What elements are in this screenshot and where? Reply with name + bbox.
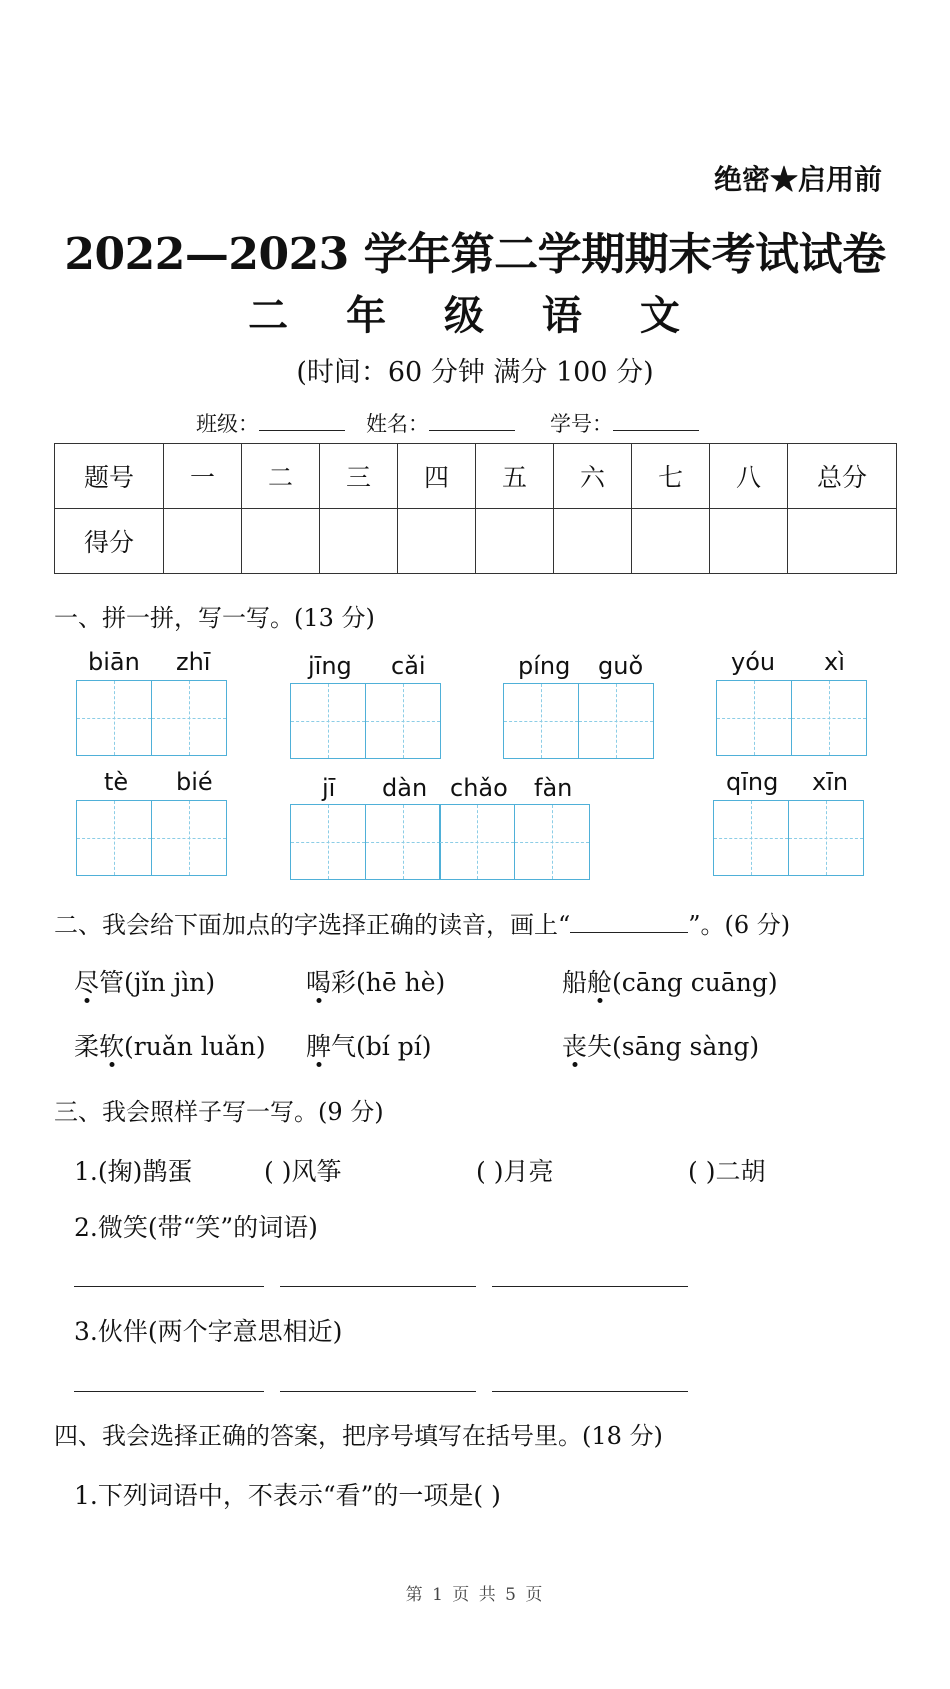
dotted-char: 尽: [74, 968, 100, 997]
score-cell[interactable]: [554, 509, 632, 574]
q3-prompt: 3.伙伴(两个字意思相近): [74, 1317, 343, 1346]
question-number-label: 题号: [55, 444, 164, 509]
writing-grid[interactable]: [716, 680, 865, 756]
score-table-score-row: [55, 509, 897, 574]
section3-title: 三、我会照样子写一写。(9 分): [54, 1098, 384, 1126]
tianzige-cell[interactable]: [503, 683, 579, 759]
col-5: 五: [476, 444, 554, 509]
tianzige-cell[interactable]: [713, 800, 789, 876]
exam-subtitle: 二 年 级 语 文: [248, 292, 702, 339]
score-table: [54, 443, 897, 574]
section2-title-a: 二、我会给下面加点的字选择正确的读音，画上“: [54, 911, 571, 939]
pinyin: bié: [176, 768, 213, 796]
pinyin: qīng: [726, 768, 779, 796]
class-blank[interactable]: [259, 410, 345, 431]
id-label: 学号：: [550, 412, 613, 436]
item-rest: 彩(hē hè): [331, 968, 446, 997]
score-cell[interactable]: [476, 509, 554, 574]
section4-title: 四、我会选择正确的答案，把序号填写在括号里。(18 分): [54, 1422, 663, 1450]
writing-grid[interactable]: [290, 804, 588, 880]
col-2: 二: [242, 444, 320, 509]
tianzige-cell[interactable]: [716, 680, 792, 756]
answer-line[interactable]: [74, 1286, 264, 1287]
pronunciation-item[interactable]: [562, 963, 778, 999]
pinyin: jī: [322, 774, 336, 802]
tianzige-cell[interactable]: [76, 800, 152, 876]
answer-line[interactable]: [280, 1286, 476, 1287]
tianzige-cell[interactable]: [791, 680, 867, 756]
tianzige-cell[interactable]: [290, 683, 366, 759]
item-rest: (ruǎn luǎn): [124, 1032, 266, 1061]
col-8: 八: [710, 444, 788, 509]
item-rest: 失(sāng sàng): [587, 1032, 760, 1061]
pinyin: biān: [88, 648, 140, 676]
tianzige-cell[interactable]: [151, 800, 227, 876]
pinyin: tè: [104, 768, 129, 796]
id-blank[interactable]: [613, 410, 699, 431]
writing-grid[interactable]: [290, 683, 439, 759]
name-blank[interactable]: [429, 410, 515, 431]
total-label: 总分: [788, 444, 897, 509]
tianzige-cell[interactable]: [151, 680, 227, 756]
col-4: 四: [398, 444, 476, 509]
writing-grid[interactable]: [76, 800, 225, 876]
tianzige-cell[interactable]: [365, 804, 441, 880]
answer-line[interactable]: [492, 1286, 688, 1287]
name-field: [366, 408, 515, 438]
time-info: (时间：60 分钟 满分 100 分): [296, 357, 654, 388]
pronunciation-item[interactable]: [562, 1027, 759, 1063]
writing-grid[interactable]: [713, 800, 862, 876]
score-label: 得分: [55, 509, 164, 574]
score-cell[interactable]: [320, 509, 398, 574]
page-footer: 第 1 页 共 5 页: [405, 1585, 545, 1605]
pronunciation-item[interactable]: [306, 1027, 431, 1063]
pinyin: fàn: [534, 774, 573, 802]
class-label: 班级：: [196, 412, 259, 436]
confidential-label: 绝密★启用前: [713, 163, 882, 196]
exam-title: 2022—2023 学年第二学期期末考试试卷: [64, 229, 886, 280]
dotted-char: 丧: [562, 1032, 588, 1061]
dotted-char: 喝: [306, 968, 332, 997]
pinyin: chǎo: [450, 774, 508, 802]
q1-item: 1.(掬)鹊蛋: [74, 1157, 193, 1186]
item-pre: 船: [562, 968, 588, 997]
pronunciation-item[interactable]: [306, 963, 445, 999]
writing-grid[interactable]: [503, 683, 652, 759]
score-cell[interactable]: [398, 509, 476, 574]
col-6: 六: [554, 444, 632, 509]
score-table-header-row: [55, 444, 897, 509]
dotted-char: 脾: [306, 1032, 332, 1061]
q1-blank[interactable]: ( )二胡: [688, 1157, 766, 1186]
col-7: 七: [632, 444, 710, 509]
tianzige-cell[interactable]: [578, 683, 654, 759]
section1-title: 一、拼一拼，写一写。(13 分): [54, 604, 375, 632]
score-cell[interactable]: [242, 509, 320, 574]
id-field: [550, 408, 699, 438]
tianzige-cell[interactable]: [76, 680, 152, 756]
q1-blank[interactable]: ( )月亮: [476, 1157, 554, 1186]
col-3: 三: [320, 444, 398, 509]
pinyin: dàn: [382, 774, 428, 802]
pinyin: xì: [824, 648, 845, 676]
tianzige-cell[interactable]: [290, 804, 366, 880]
name-label: 姓名：: [366, 412, 429, 436]
dotted-char: 软: [99, 1032, 125, 1061]
pinyin: xīn: [812, 768, 849, 796]
pronunciation-item[interactable]: [74, 1027, 266, 1063]
col-1: 一: [164, 444, 242, 509]
pinyin: zhī: [176, 648, 211, 676]
score-cell[interactable]: [164, 509, 242, 574]
item-rest: 管(jǐn jìn): [99, 968, 216, 997]
score-cell[interactable]: [710, 509, 788, 574]
score-cell[interactable]: [632, 509, 710, 574]
tianzige-cell[interactable]: [439, 804, 515, 880]
q1-blank[interactable]: ( )风筝: [264, 1157, 342, 1186]
section4-q1: 1.下列词语中，不表示“看”的一项是( ): [74, 1481, 501, 1510]
pinyin: guǒ: [598, 652, 644, 680]
answer-line[interactable]: [280, 1391, 476, 1392]
pronunciation-item[interactable]: [74, 963, 215, 999]
underline-sample: [570, 914, 688, 933]
writing-grid[interactable]: [76, 680, 225, 756]
section2-title-b: ”。(6 分): [688, 911, 791, 939]
answer-line[interactable]: [74, 1391, 264, 1392]
dotted-char: 舱: [587, 968, 613, 997]
tianzige-cell[interactable]: [365, 683, 441, 759]
score-cell[interactable]: [788, 509, 897, 574]
tianzige-cell[interactable]: [514, 804, 590, 880]
pinyin: yóu: [731, 648, 776, 676]
pinyin: jīng: [308, 652, 352, 680]
item-rest: 气(bí pí): [331, 1032, 432, 1061]
section2-title: [54, 905, 790, 940]
class-field: [196, 408, 345, 438]
item-rest: (cāng cuāng): [612, 968, 778, 997]
q2-prompt: 2.微笑(带“笑”的词语): [74, 1213, 318, 1242]
item-pre: 柔: [74, 1032, 100, 1061]
tianzige-cell[interactable]: [788, 800, 864, 876]
pinyin: cǎi: [391, 652, 426, 680]
answer-line[interactable]: [492, 1391, 688, 1392]
pinyin: píng: [518, 652, 571, 680]
